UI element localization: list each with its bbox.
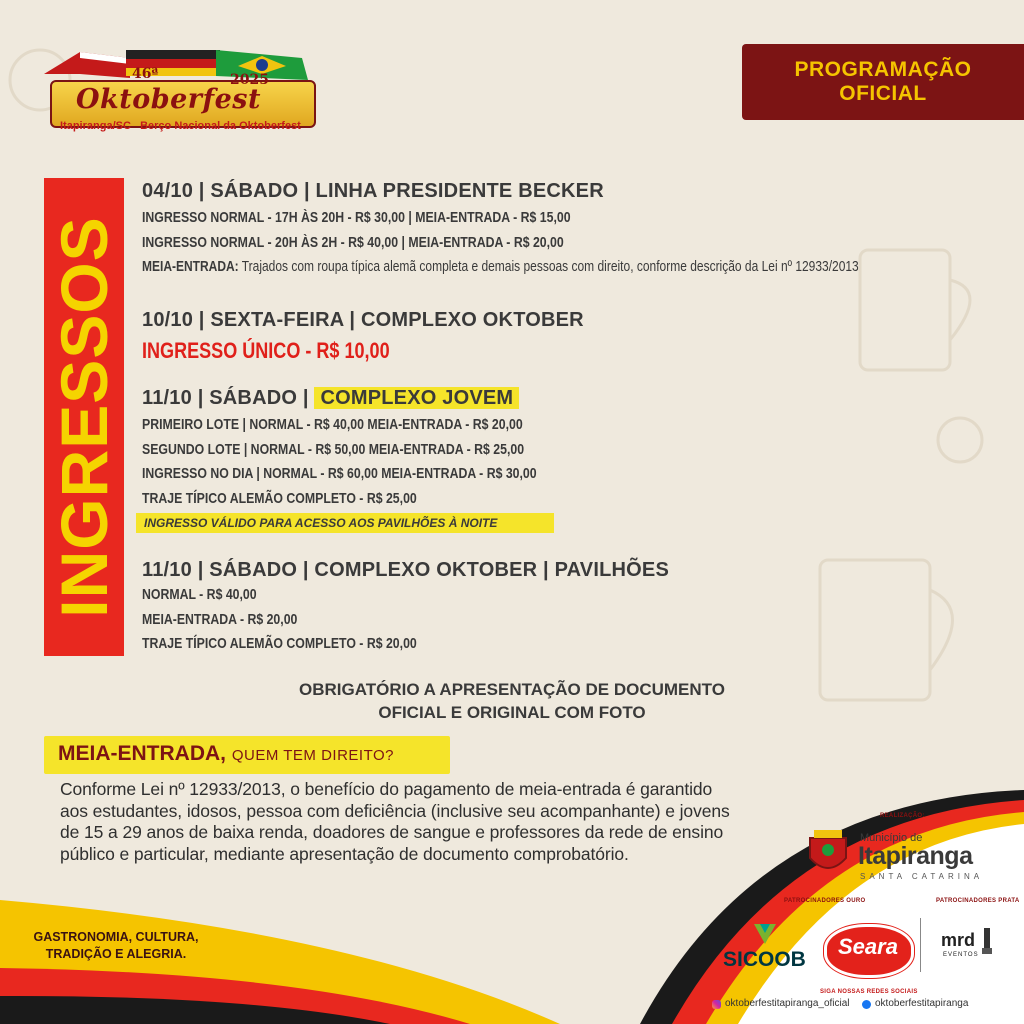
event-3-heading-highlight: COMPLEXO JOVEM: [314, 387, 519, 409]
event-1-note-text: Trajados com roupa típica alemã completa e demais pessoas com direito, conforme descrição da Lei nº 12933/2013: [241, 258, 859, 275]
logo-edition: 46ª: [132, 66, 159, 82]
facebook-icon: [862, 1000, 871, 1009]
event-3-line-2: SEGUNDO LOTE | NORMAL - R$ 50,00 MEIA-ENTRADA - R$ 25,00: [142, 440, 525, 458]
prata-label: PATROCINADORES PRATA: [936, 898, 1020, 904]
realizacao-label: REALIZAÇÃO:: [880, 813, 925, 819]
meia-title-sub: QUEM TEM DIREITO?: [231, 747, 394, 764]
municipio-small: Município de: [860, 832, 923, 844]
tagline-slogan: Berço Nacional da Oktoberfest: [140, 120, 301, 132]
event-3-line-4: TRAJE TÍPICO ALEMÃO COMPLETO - R$ 25,00: [142, 489, 417, 507]
event-3-note: INGRESSO VÁLIDO PARA ACESSO AOS PAVILHÕES À NOITE: [136, 513, 554, 533]
event-2-price: INGRESSO ÚNICO - R$ 10,00: [142, 338, 390, 363]
municipio-name: Itapiranga: [858, 842, 973, 870]
seara-logo: Seara: [838, 934, 898, 959]
event-4-line-1: NORMAL - R$ 40,00: [142, 586, 257, 603]
instagram-handle[interactable]: oktoberfestitapiranga_oficial: [725, 998, 850, 1009]
instagram-icon: [712, 1000, 721, 1009]
meia-title-main: MEIA-ENTRADA,: [58, 742, 226, 765]
event-4-line-3: TRAJE TÍPICO ALEMÃO COMPLETO - R$ 20,00: [142, 635, 417, 652]
event-2-heading: 10/10 | SEXTA-FEIRA | COMPLEXO OKTOBER: [142, 309, 584, 331]
logo-title: Oktoberfest: [76, 84, 261, 115]
event-4-line-2: MEIA-ENTRADA - R$ 20,00: [142, 610, 298, 628]
coat-of-arms-icon: [804, 828, 852, 880]
mrd-logo: mrd: [941, 930, 976, 950]
logo-year: 2025: [230, 72, 269, 88]
event-3-line-1: PRIMEIRO LOTE | NORMAL - R$ 40,00 MEIA-ENTRADA - R$ 20,00: [142, 416, 523, 433]
municipio-state: SANTA CATARINA: [860, 872, 984, 881]
social-title: SIGA NOSSAS REDES SOCIAIS: [820, 989, 918, 995]
event-4-heading: 11/10 | SÁBADO | COMPLEXO OKTOBER | PAVILHÕES: [142, 559, 669, 581]
event-1-note-label: MEIA-ENTRADA:: [142, 258, 239, 275]
bottom-tagline: [16, 929, 216, 963]
notice-line-1: OBRIGATÓRIO A APRESENTAÇÃO DE DOCUMENTO: [299, 680, 725, 699]
event-3-heading-prefix: 11/10 | SÁBADO |: [142, 387, 309, 409]
facebook-handle[interactable]: oktoberfestitapiranga: [875, 998, 969, 1009]
event-1-line-2: INGRESSO NORMAL - 20H ÀS 2H - R$ 40,00 | MEIA-ENTRADA - R$ 20,00: [142, 233, 564, 251]
event-1-heading: 04/10 | SÁBADO | LINHA PRESIDENTE BECKER: [142, 180, 604, 202]
ouro-label: PATROCINADORES OURO: [784, 898, 866, 904]
event-1-line-1: INGRESSO NORMAL - 17H ÀS 20H - R$ 30,00 | MEIA-ENTRADA - R$ 15,00: [142, 209, 571, 226]
sicoob-icon: [752, 922, 778, 946]
mrd-sub: EVENTOS: [943, 952, 979, 958]
ingressos-label: INGRESSOS: [47, 216, 121, 618]
meia-entrada-text: Conforme Lei nº 12933/2013, o benefício do pagamento de meia-entrada é garantido aos estudantes, idosos, pessoa com deficiência (inclusive seu acompanhante) e jovens de 15 a 29 anos de baixa renda, doadores de sangue e professores da rede de ensino público e particular, mediante apresentação de documento comprobatório.: [60, 779, 730, 864]
sicoob-logo: SICOOB: [723, 948, 806, 971]
programacao-label: PROGRAMAÇÃO OFICIAL: [794, 58, 972, 105]
tagline-city: Itapiranga/SC: [60, 120, 131, 132]
sponsor-divider: [920, 918, 921, 972]
notice-line-2: OFICIAL E ORIGINAL COM FOTO: [378, 703, 646, 722]
bottom-tagline-2: TRADIÇÃO E ALEGRIA.: [45, 947, 187, 961]
bottom-tagline-1: GASTRONOMIA, CULTURA,: [33, 930, 199, 944]
tap-icon: [980, 928, 994, 960]
event-3-line-3: INGRESSO NO DIA | NORMAL - R$ 60,00 MEIA-ENTRADA - R$ 30,00: [142, 465, 537, 482]
